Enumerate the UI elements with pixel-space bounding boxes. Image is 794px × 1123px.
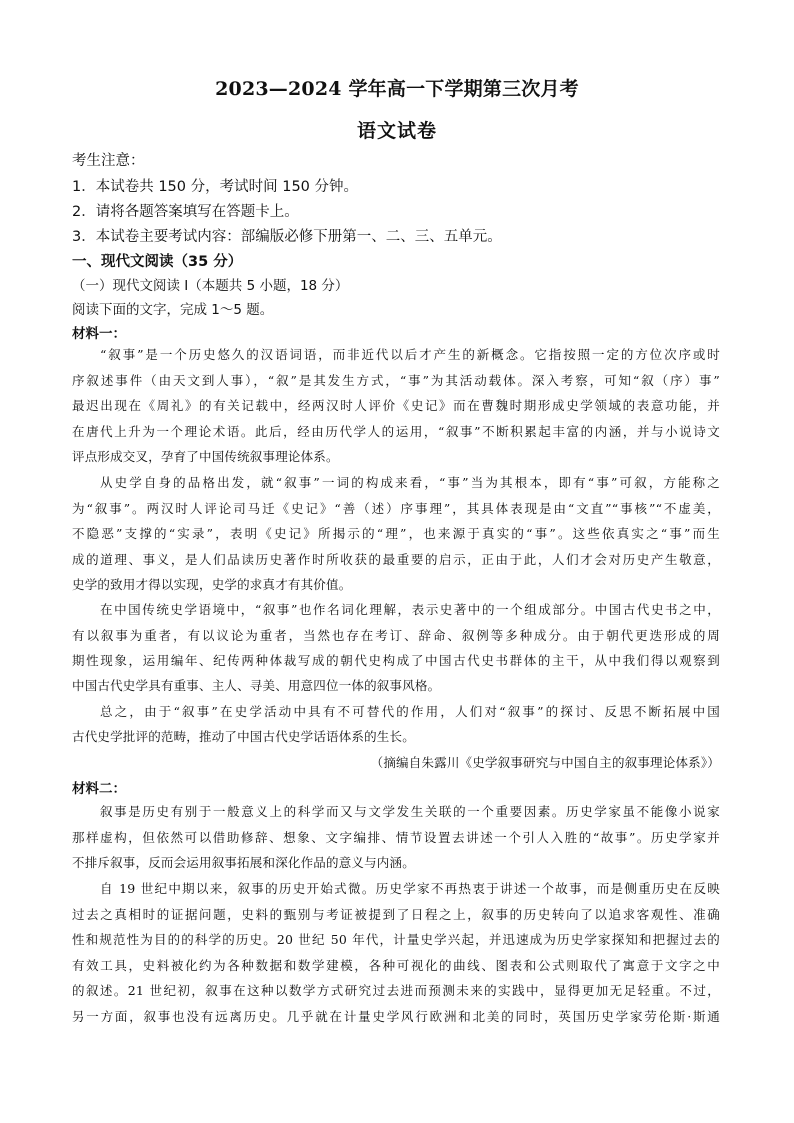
material2-line: 的叙述。21 世纪初，叙事在这种以数学方式研究过去进而预测未来的实践中，显得更加无足轻重。不过， <box>72 983 720 998</box>
material1-line: 总之，由于“叙事”在史学活动中具有不可替代的作用，人们对“叙事”的探讨、反思不断拓展中国 <box>100 704 720 719</box>
reading-instruction: 阅读下面的文字，完成 1～5 题。 <box>72 302 274 318</box>
notice-label: 考生注意： <box>72 153 145 169</box>
material2-line: 过去之真相时的证据问题，史料的甄别与考证被提到了日程之上，叙事的历史转向了以追求客观性、准确 <box>72 907 720 922</box>
material1-line: 评点形成交叉，孕育了中国传统叙事理论体系。 <box>72 449 339 464</box>
notice-item: 1．本试卷共 150 分，考试时间 150 分钟。 <box>72 179 359 195</box>
material2-line: 有效工具，史料被化约为各种数据和数学建模，各种可视化的曲线、图表和公式则取代了寓意于文字之中 <box>72 958 720 973</box>
material1-line: 在中国传统史学语境中，“叙事”也作名词化理解，表示史著中的一个组成部分。中国古代史书之中， <box>100 602 720 617</box>
material2-line: 不排斥叙事，反而会运用叙事拓展和深化作品的意义与内涵。 <box>72 855 415 870</box>
material1-line: 古代史学批评的范畴，推动了中国古代史学话语体系的生长。 <box>72 729 415 744</box>
sub-section-heading: （一）现代文阅读 I（本题共 5 小题，18 分） <box>72 278 349 294</box>
material1-line: 有以叙事为重者，有以议论为重者，当然也存在考订、辞命、叙例等多种成分。由于朝代更迭形成的周 <box>72 628 720 643</box>
exam-title: 2023—2024 学年高一下学期第三次月考 <box>215 78 579 100</box>
material1-line: 从史学自身的品格出发，就“叙事”一词的构成来看，“事”当为其根本，即有“事”可叙，方能称之 <box>100 475 720 490</box>
material1-line: 序叙述事件（由天文到人事），“叙”是其发生方式，“事”为其活动载体。深入考察，可知“叙（序）事” <box>72 373 720 388</box>
section-heading: 一、现代文阅读（35 分） <box>72 254 243 270</box>
notice-item: 2．请将各题答案填写在答题卡上。 <box>72 204 299 220</box>
material1-line: 不隐恶”支撑的“实录”，表明《史记》所揭示的“理”，也来源于真实的“事”。这些依真实之“事”而生 <box>72 526 720 541</box>
material1-line: “叙事”是一个历史悠久的汉语词语，而非近代以后才产生的新概念。它指按照一定的方位次序或时 <box>100 347 720 362</box>
material-label: 材料一： <box>72 326 126 342</box>
material2-line: 另一方面，叙事也没有远离历史。几乎就在计量史学风行欧洲和北美的同时，英国历史学家劳伦斯·斯通 <box>72 1009 720 1024</box>
material1-line: 史学的致用才得以实现，史学的求真才有其价值。 <box>72 577 352 592</box>
material1-line: 为“叙事”。两汉时人评论司马迁《史记》“善（述）序事理”，其具体表现是由“文直”“事核”“不虚美， <box>72 501 720 516</box>
material1-line: 成的道理、事义，是人们品读历史著作时所收获的最重要的启示，正由于此，人们才会对历史产生敬意， <box>72 552 720 567</box>
material2-line: 性和规范性为目的的科学的历史。20 世纪 50 年代，计量史学兴起，并迅速成为历史学家探知和把握过去的 <box>72 932 720 947</box>
material1-line: 在唐代上升为一个理论术语。此后，经由历代学人的运用，“叙事”不断积累起丰富的内涵，并与小说诗文 <box>72 424 720 439</box>
material1-line: 中国古代史学具有重事、主人、寻美、用意四位一体的叙事风格。 <box>72 678 441 693</box>
material2-line: 自 19 世纪中期以来，叙事的历史开始式微。历史学家不再热衷于讲述一个故事，而是侧重历史在反映 <box>100 881 720 896</box>
material2-line: 那样虚构，但依然可以借助修辞、想象、文字编排、情节设置去讲述一个引人入胜的“故事”。历史学家并 <box>72 830 720 845</box>
exam-subtitle: 语文试卷 <box>356 120 437 142</box>
material1-line: 最迟出现在《周礼》的有关记载中，经两汉时人评价《史记》而在曹魏时期形成史学领域的表意功能，并 <box>72 398 720 413</box>
material2-line: 叙事是历史有别于一般意义上的科学而又与文学发生关联的一个重要因素。历史学家虽不能像小说家 <box>100 804 720 819</box>
notice-item: 3．本试卷主要考试内容：部编版必修下册第一、二、三、五单元。 <box>72 229 502 245</box>
material1-source: （摘编自朱露川《史学叙事研究与中国自主的叙事理论体系》） <box>370 755 720 770</box>
material-label: 材料二： <box>72 781 126 797</box>
material1-line: 期性现象，运用编年、纪传两种体裁写成的朝代史构成了中国古代史书群体的主干，从中我们得以观察到 <box>72 653 720 668</box>
